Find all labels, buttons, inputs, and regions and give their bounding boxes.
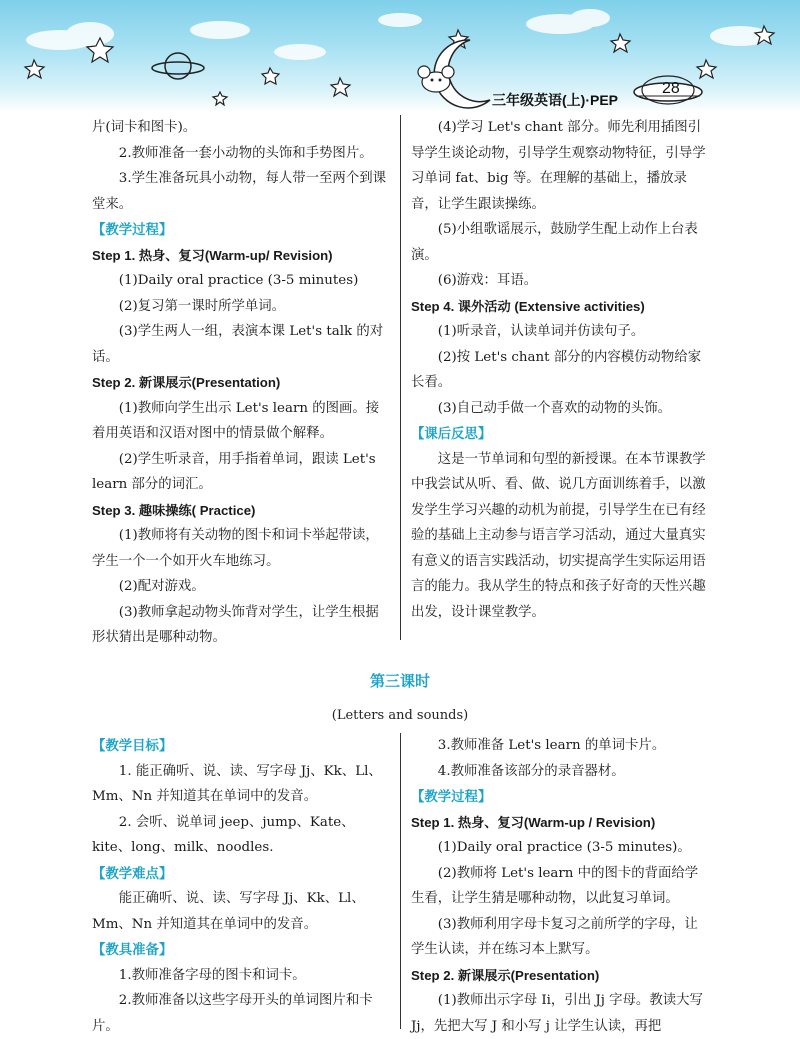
paragraph: 能正确听、说、读、写字母 Jj、Kk、Ll、Mm、Nn 并知道其在单词中的发音。: [92, 891, 365, 932]
bottom-right-column: [411, 733, 709, 1039]
step-heading: Step 1. 热身、复习(Warm-up/ Revision): [92, 247, 333, 263]
paragraph: (1)Daily oral practice (3-5 minutes): [118, 273, 359, 288]
paragraph: (2)复习第一课时所学单词。: [118, 298, 286, 314]
lesson-subtitle: (Letters and sounds): [331, 708, 469, 723]
paragraph: (1)教师将有关动物的图卡和词卡举起带读，学生一个一个如开火车地练习。: [92, 528, 379, 569]
paragraph: (6)游戏：耳语。: [437, 273, 538, 288]
paragraph: 2.教师准备以这些字母开头的单词图片和卡片。: [92, 993, 373, 1034]
paragraph: (1)教师出示字母 Ii，引出 Jj 字母。教读大写 Jj，先把大写 J 和小写 j 让学生认读，再把: [411, 993, 703, 1034]
page-number-badge: [630, 74, 720, 112]
paragraph: 2.教师准备一套小动物的头饰和手势图片。: [118, 145, 373, 161]
step-heading: Step 2. 新课展示(Presentation): [411, 967, 600, 983]
paragraph: (1)Daily oral practice (3-5 minutes)。: [437, 840, 691, 855]
step-heading: Step 1. 热身、复习(Warm-up / Revision): [411, 814, 656, 830]
paragraph: 这是一节单词和句型的新授课。在本节课教学中我尝试从听、看、做、说几方面训练着手，以激发学生学习兴趣的动机为前提，引导学生在已有经验的基础上主动参与语言学习活动，通过大量真实有意义的语言实践活动，切实提高学生实际运用语言的能力。我从学生的特点和孩子好奇的天性兴趣出发，设计课堂教学。: [411, 451, 706, 620]
top-right-column: [411, 115, 709, 625]
section-heading: 【教学过程】: [411, 789, 492, 804]
paragraph: (1)听录音，认读单词并仿读句子。: [437, 324, 645, 339]
column-divider: [400, 115, 401, 640]
section-heading: 【教学目标】: [92, 738, 173, 753]
paragraph: (2)教师将 Let's learn 中的图卡的背面给学生看，让学生猜是哪种动物，以此复习单词。: [411, 865, 699, 906]
paragraph: (3)教师拿起动物头饰背对学生，让学生根据形状猜出是哪种动物。: [92, 604, 379, 645]
paragraph: 片(词卡和图卡)。: [92, 120, 197, 135]
column-divider: [400, 733, 401, 1029]
section-heading: 【教具准备】: [92, 942, 173, 957]
bottom-left-column: [92, 733, 390, 1039]
page-header: [0, 0, 800, 112]
lesson-title: 第三课时: [369, 673, 430, 690]
paragraph: (4)学习 Let's chant 部分。师先利用插图引导学生谈论动物，引导学生观察动物特征，引导学习单词 fat、big 等。在理解的基础上，播放录音，让学生跟读操练。: [411, 120, 706, 212]
paragraph: (3)教师利用字母卡复习之前所学的字母，让学生认读，并在练习本上默写。: [411, 916, 698, 957]
paragraph: (5)小组歌谣展示，鼓励学生配上动作上台表演。: [411, 222, 698, 263]
paragraph: (3)自己动手做一个喜欢的动物的头饰。: [437, 400, 672, 416]
paragraph: (2)配对游戏。: [118, 579, 205, 594]
section-heading: 【课后反思】: [411, 426, 492, 441]
paragraph: (2)按 Let's chant 部分的内容模仿动物给家长看。: [411, 349, 702, 390]
paragraph: 2. 会听、说单词 jeep、jump、Kate、kite、long、milk、noodles.: [92, 814, 355, 855]
paragraph: (2)学生听录音，用手指着单词，跟读 Let's learn 部分的词汇。: [92, 451, 376, 492]
paragraph: 4.教师准备该部分的录音器材。: [437, 763, 625, 779]
book-title: 三年级英语(上)·PEP: [492, 92, 618, 108]
page-number: 28: [662, 80, 680, 97]
moon-mouse-illustration: [418, 40, 490, 108]
top-left-column: [92, 115, 390, 651]
paragraph: (3)学生两人一组，表演本课 Let's talk 的对话。: [92, 324, 384, 365]
paragraph: (1)教师向学生出示 Let's learn 的图画。接着用英语和汉语对图中的情景做个解释。: [92, 400, 380, 441]
step-heading: Step 3. 趣味操练( Practice): [92, 502, 256, 518]
section-heading: 【教学过程】: [92, 222, 173, 237]
step-heading: Step 2. 新课展示(Presentation): [92, 375, 281, 390]
paragraph: 1.教师准备字母的图卡和词卡。: [118, 967, 306, 983]
planet-icon: [152, 53, 204, 79]
paragraph: 1. 能正确听、说、读、写字母 Jj、Kk、Ll、Mm、Nn 并知道其在单词中的发音。: [92, 763, 382, 804]
section-heading: 【教学难点】: [92, 865, 173, 881]
paragraph: 3.学生准备玩具小动物，每人带一至两个到课堂来。: [92, 171, 386, 212]
paragraph: 3.教师准备 Let's learn 的单词卡片。: [437, 738, 666, 753]
step-heading: Step 4. 课外活动 (Extensive activities): [411, 298, 645, 314]
